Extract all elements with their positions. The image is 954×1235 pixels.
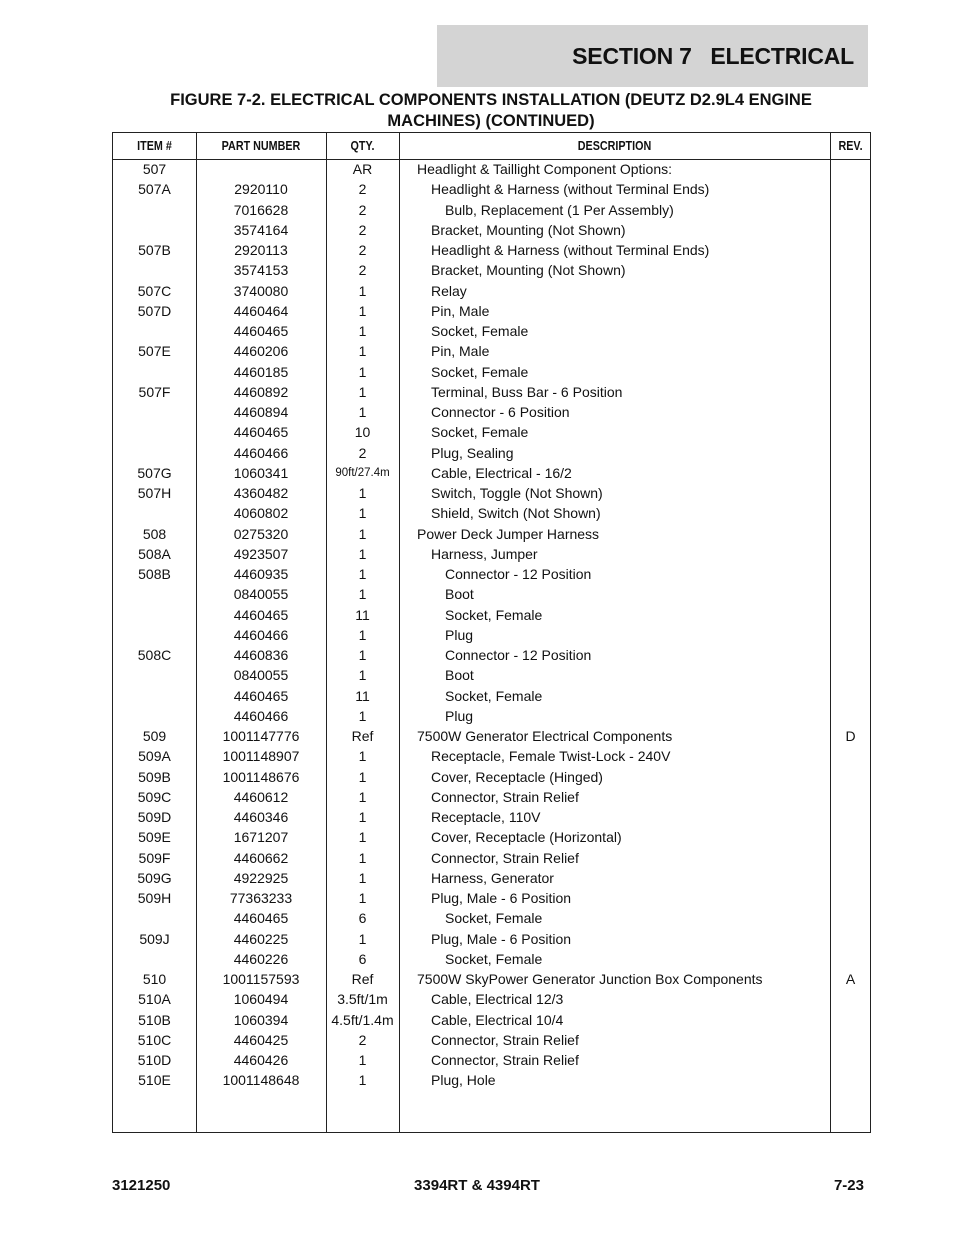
- qty-cell: 2: [358, 262, 367, 279]
- figure-title-line-1: FIGURE 7-2. ELECTRICAL COMPONENTS INSTALLATION (DEUTZ D2.9L4 ENGINE: [170, 91, 812, 109]
- item-number-cell: 510B: [138, 1011, 171, 1028]
- table-row: [113, 159, 870, 179]
- table-row: [113, 321, 870, 341]
- table-row: [113, 726, 870, 746]
- table-row: [113, 868, 870, 888]
- qty-cell: 1: [358, 566, 367, 582]
- item-number-cell: 507G: [137, 464, 172, 481]
- item-number-cell: 509E: [138, 829, 171, 846]
- table-row: [113, 807, 870, 827]
- table-row: [113, 524, 870, 544]
- description-cell: Cover, Receptacle (Hinged): [431, 768, 603, 785]
- item-number-cell: 508A: [138, 545, 171, 562]
- part-number-cell: 4460465: [233, 910, 289, 927]
- part-number-cell: 4460612: [233, 788, 289, 805]
- qty-cell: 1: [358, 667, 367, 684]
- part-number-cell: 1001147776: [222, 728, 300, 744]
- qty-cell: Ref: [351, 728, 374, 744]
- description-cell: Bracket, Mounting (Not Shown): [431, 262, 626, 279]
- qty-cell: 1: [358, 890, 367, 906]
- description-cell: Socket, Female: [431, 363, 529, 380]
- table-row: [113, 827, 870, 847]
- item-number-cell: 507C: [137, 282, 172, 299]
- description-cell: Connector, Strain Relief: [431, 849, 579, 866]
- description-cell: Connector, Strain Relief: [431, 788, 579, 805]
- table-row: [113, 1030, 870, 1050]
- section-title: SECTION 7 ELECTRICAL: [437, 25, 868, 87]
- part-number-cell: 1671207: [233, 829, 289, 846]
- part-number-cell: 4460185: [233, 363, 289, 380]
- qty-cell: 11: [355, 687, 370, 704]
- table-row: [113, 1050, 870, 1070]
- qty-cell: 2: [358, 242, 367, 258]
- qty-cell: 1: [358, 404, 367, 420]
- footer-doc-number: 3121250: [112, 1177, 171, 1194]
- description-cell: Pin, Male: [431, 343, 490, 360]
- qty-cell: 1: [358, 647, 367, 663]
- part-number-cell: 77363233: [229, 890, 293, 906]
- qty-cell: 1: [358, 363, 367, 380]
- table-row: [113, 584, 870, 604]
- table-row: [113, 1010, 870, 1030]
- qty-cell: 1: [358, 869, 367, 886]
- table-row: [113, 888, 870, 908]
- item-number-cell: 509G: [137, 869, 172, 886]
- item-number-cell: 507F: [138, 383, 171, 400]
- part-number-cell: 0840055: [233, 586, 289, 603]
- description-cell: Plug: [445, 626, 474, 643]
- description-cell: Plug, Male - 6 Position: [431, 890, 572, 906]
- qty-cell: 90ft/27.4m: [335, 466, 390, 479]
- table-row: [113, 483, 870, 503]
- qty-cell: 1: [358, 707, 367, 724]
- table-row: [113, 382, 870, 402]
- table-row: [113, 544, 870, 564]
- description-cell: Plug, Sealing: [431, 444, 514, 461]
- description-cell: Boot: [445, 667, 474, 684]
- description-cell: Headlight & Taillight Component Options:: [417, 161, 673, 177]
- item-number-cell: 510: [142, 971, 167, 987]
- footer-models: 3394RT & 4394RT: [414, 1177, 540, 1194]
- part-number-cell: 1060494: [233, 991, 289, 1008]
- table-row: [113, 443, 870, 463]
- description-cell: Cable, Electrical 12/3: [431, 991, 564, 1008]
- qty-cell: 1: [358, 525, 367, 542]
- item-number-cell: 510D: [137, 1052, 172, 1068]
- part-number-cell: 4460426: [233, 1052, 289, 1068]
- qty-cell: Ref: [351, 971, 374, 987]
- item-number-cell: 509F: [138, 849, 171, 866]
- table-row: [113, 402, 870, 422]
- part-number-cell: 4460465: [233, 606, 289, 623]
- description-cell: Cable, Electrical - 16/2: [431, 464, 572, 481]
- description-cell: Power Deck Jumper Harness: [417, 525, 600, 542]
- qty-cell: 1: [358, 788, 367, 805]
- part-number-cell: 4460425: [233, 1031, 289, 1048]
- part-number-cell: 2920110: [234, 181, 288, 198]
- qty-cell: 10: [354, 424, 371, 441]
- header-rev: REV.: [838, 139, 863, 153]
- rev-cell: A: [845, 971, 856, 987]
- table-row: [113, 1070, 870, 1090]
- item-number-cell: 508C: [137, 647, 172, 663]
- table-row: [113, 179, 870, 199]
- qty-cell: 11: [355, 606, 370, 623]
- parts-table: [112, 132, 871, 1133]
- description-cell: Headlight & Harness (without Terminal Ends): [431, 242, 710, 258]
- part-number-cell: 4923507: [233, 545, 289, 562]
- table-row: [113, 503, 870, 523]
- qty-cell: 1: [358, 809, 367, 825]
- description-cell: Switch, Toggle (Not Shown): [431, 485, 603, 501]
- description-cell: Harness, Generator: [431, 869, 554, 886]
- description-cell: Harness, Jumper: [431, 545, 538, 562]
- item-number-cell: 510A: [138, 991, 171, 1008]
- qty-cell: 1: [358, 626, 367, 643]
- item-number-cell: 509: [142, 728, 167, 744]
- table-row: [113, 240, 870, 260]
- part-number-cell: 1060341: [233, 464, 289, 481]
- description-cell: Socket, Female: [445, 910, 543, 927]
- item-number-cell: 510C: [137, 1031, 172, 1048]
- qty-cell: 1: [358, 545, 367, 562]
- part-number-cell: 4460465: [233, 323, 289, 339]
- header-item: ITEM #: [137, 139, 172, 153]
- table-row: [113, 848, 870, 868]
- item-number-cell: 508: [142, 525, 167, 542]
- item-number-cell: 509C: [137, 788, 172, 805]
- part-number-cell: 3574164: [233, 221, 289, 238]
- qty-cell: 6: [358, 910, 367, 927]
- item-number-cell: 509A: [138, 748, 171, 765]
- qty-cell: 1: [358, 849, 367, 866]
- qty-cell: 4.5ft/1.4m: [331, 1011, 394, 1028]
- description-cell: Pin, Male: [431, 302, 490, 319]
- table-row: [113, 200, 870, 220]
- item-number-cell: 507A: [138, 181, 171, 198]
- description-cell: Plug: [445, 707, 474, 724]
- table-row: [113, 605, 870, 625]
- header-description: DESCRIPTION: [577, 139, 652, 153]
- table-row: [113, 686, 870, 706]
- item-number-cell: 510E: [138, 1072, 171, 1089]
- footer-page-number: 7-23: [833, 1177, 864, 1194]
- qty-cell: 1: [358, 302, 367, 319]
- item-number-cell: 507H: [137, 485, 172, 501]
- qty-cell: AR: [352, 161, 373, 177]
- table-row: [113, 665, 870, 685]
- part-number-cell: 4460466: [233, 707, 289, 724]
- header-part-number: PART NUMBER: [221, 139, 301, 153]
- table-row: [113, 767, 870, 787]
- qty-cell: 1: [358, 1052, 367, 1068]
- header-qty: QTY.: [350, 139, 375, 153]
- qty-cell: 2: [358, 201, 367, 218]
- table-row: [113, 989, 870, 1009]
- table-row: [113, 746, 870, 766]
- table-row: [113, 969, 870, 989]
- part-number-cell: 4460836: [233, 647, 289, 663]
- table-row: [113, 706, 870, 726]
- part-number-cell: 4460225: [233, 930, 289, 947]
- table-row: [113, 362, 870, 382]
- part-number-cell: 7016628: [233, 201, 289, 218]
- part-number-cell: 4060802: [233, 505, 289, 522]
- qty-cell: 1: [358, 485, 367, 501]
- qty-cell: 2: [358, 221, 367, 238]
- part-number-cell: 1001148676: [222, 768, 300, 785]
- table-row: [113, 281, 870, 301]
- qty-cell: 2: [358, 181, 367, 198]
- part-number-cell: 0275320: [233, 525, 289, 542]
- part-number-cell: 4460466: [233, 444, 289, 461]
- item-number-cell: 507B: [138, 242, 171, 258]
- description-cell: Socket, Female: [431, 424, 529, 441]
- part-number-cell: 4460465: [233, 687, 289, 704]
- description-cell: Shield, Switch (Not Shown): [431, 505, 601, 522]
- table-row: [113, 787, 870, 807]
- description-cell: Relay: [431, 282, 467, 299]
- description-cell: Receptacle, Female Twist-Lock - 240V: [431, 748, 671, 765]
- description-cell: Plug, Male - 6 Position: [431, 930, 572, 947]
- description-cell: Plug, Hole: [431, 1072, 496, 1089]
- part-number-cell: 4460894: [233, 404, 289, 420]
- description-cell: Receptacle, 110V: [431, 809, 541, 825]
- description-cell: Socket, Female: [445, 950, 543, 967]
- qty-cell: 6: [358, 950, 367, 967]
- description-cell: Socket, Female: [445, 687, 543, 704]
- table-row: [113, 301, 870, 321]
- item-number-cell: 507E: [138, 343, 171, 360]
- qty-cell: 1: [358, 383, 367, 400]
- part-number-cell: 1001148648: [222, 1072, 300, 1089]
- rev-cell: D: [845, 728, 856, 744]
- description-cell: Terminal, Buss Bar - 6 Position: [431, 383, 623, 400]
- part-number-cell: 2920113: [234, 242, 288, 258]
- qty-cell: 1: [358, 748, 367, 765]
- description-cell: Bulb, Replacement (1 Per Assembly): [445, 201, 674, 218]
- part-number-cell: 1001148907: [222, 748, 300, 765]
- table-row: [113, 929, 870, 949]
- part-number-cell: 4460206: [233, 343, 289, 360]
- part-number-cell: 4460935: [233, 566, 289, 582]
- part-number-cell: 4360482: [233, 485, 289, 501]
- qty-cell: 1: [358, 768, 367, 785]
- item-number-cell: 509H: [137, 890, 172, 906]
- qty-cell: 1: [358, 1072, 367, 1089]
- table-row: [113, 220, 870, 240]
- table-row: [113, 908, 870, 928]
- description-cell: Cable, Electrical 10/4: [431, 1011, 564, 1028]
- qty-cell: 1: [358, 829, 367, 846]
- table-row: [113, 260, 870, 280]
- description-cell: Connector - 6 Position: [431, 404, 570, 420]
- description-cell: Connector, Strain Relief: [431, 1052, 579, 1068]
- description-cell: Boot: [445, 586, 474, 603]
- part-number-cell: 3574153: [233, 262, 289, 279]
- qty-cell: 1: [358, 282, 367, 299]
- description-cell: Connector, Strain Relief: [431, 1031, 579, 1048]
- part-number-cell: 4460662: [233, 849, 289, 866]
- description-cell: Socket, Female: [431, 323, 529, 339]
- part-number-cell: 4460226: [233, 950, 289, 967]
- description-cell: Cover, Receptacle (Horizontal): [431, 829, 622, 846]
- part-number-cell: 1001157593: [222, 971, 300, 987]
- part-number-cell: 1060394: [233, 1011, 289, 1028]
- item-number-cell: 509D: [137, 809, 172, 825]
- description-cell: Connector - 12 Position: [445, 647, 592, 663]
- description-cell: Headlight & Harness (without Terminal Ends): [431, 181, 710, 198]
- item-number-cell: 507: [142, 161, 167, 177]
- description-cell: 7500W Generator Electrical Components: [417, 728, 673, 744]
- description-cell: Connector - 12 Position: [445, 566, 592, 582]
- part-number-cell: 4922925: [233, 869, 289, 886]
- part-number-cell: 4460465: [233, 424, 289, 441]
- part-number-cell: 0840055: [233, 667, 289, 684]
- part-number-cell: 4460346: [233, 809, 289, 825]
- description-cell: Bracket, Mounting (Not Shown): [431, 221, 626, 238]
- item-number-cell: 507D: [137, 302, 172, 319]
- part-number-cell: 4460466: [233, 626, 289, 643]
- qty-cell: 1: [358, 323, 367, 339]
- item-number-cell: 508B: [138, 566, 171, 582]
- table-row: [113, 949, 870, 969]
- part-number-cell: 4460892: [233, 383, 289, 400]
- qty-cell: 1: [358, 343, 367, 360]
- qty-cell: 1: [358, 930, 367, 947]
- qty-cell: 1: [358, 586, 367, 603]
- table-row: [113, 645, 870, 665]
- description-cell: 7500W SkyPower Generator Junction Box Components: [417, 971, 763, 987]
- qty-cell: 2: [358, 444, 367, 461]
- table-row: [113, 341, 870, 361]
- part-number-cell: 4460464: [233, 302, 289, 319]
- qty-cell: 1: [358, 505, 367, 522]
- item-number-cell: 509J: [139, 930, 170, 947]
- table-row: [113, 463, 870, 483]
- qty-cell: 3.5ft/1m: [337, 991, 388, 1008]
- table-row: [113, 625, 870, 645]
- table-row: [113, 564, 870, 584]
- item-number-cell: 509B: [138, 768, 171, 785]
- qty-cell: 2: [358, 1031, 367, 1048]
- description-cell: Socket, Female: [445, 606, 543, 623]
- part-number-cell: 3740080: [233, 282, 289, 299]
- figure-title-line-2: MACHINES) (CONTINUED): [387, 112, 595, 130]
- table-row: [113, 422, 870, 442]
